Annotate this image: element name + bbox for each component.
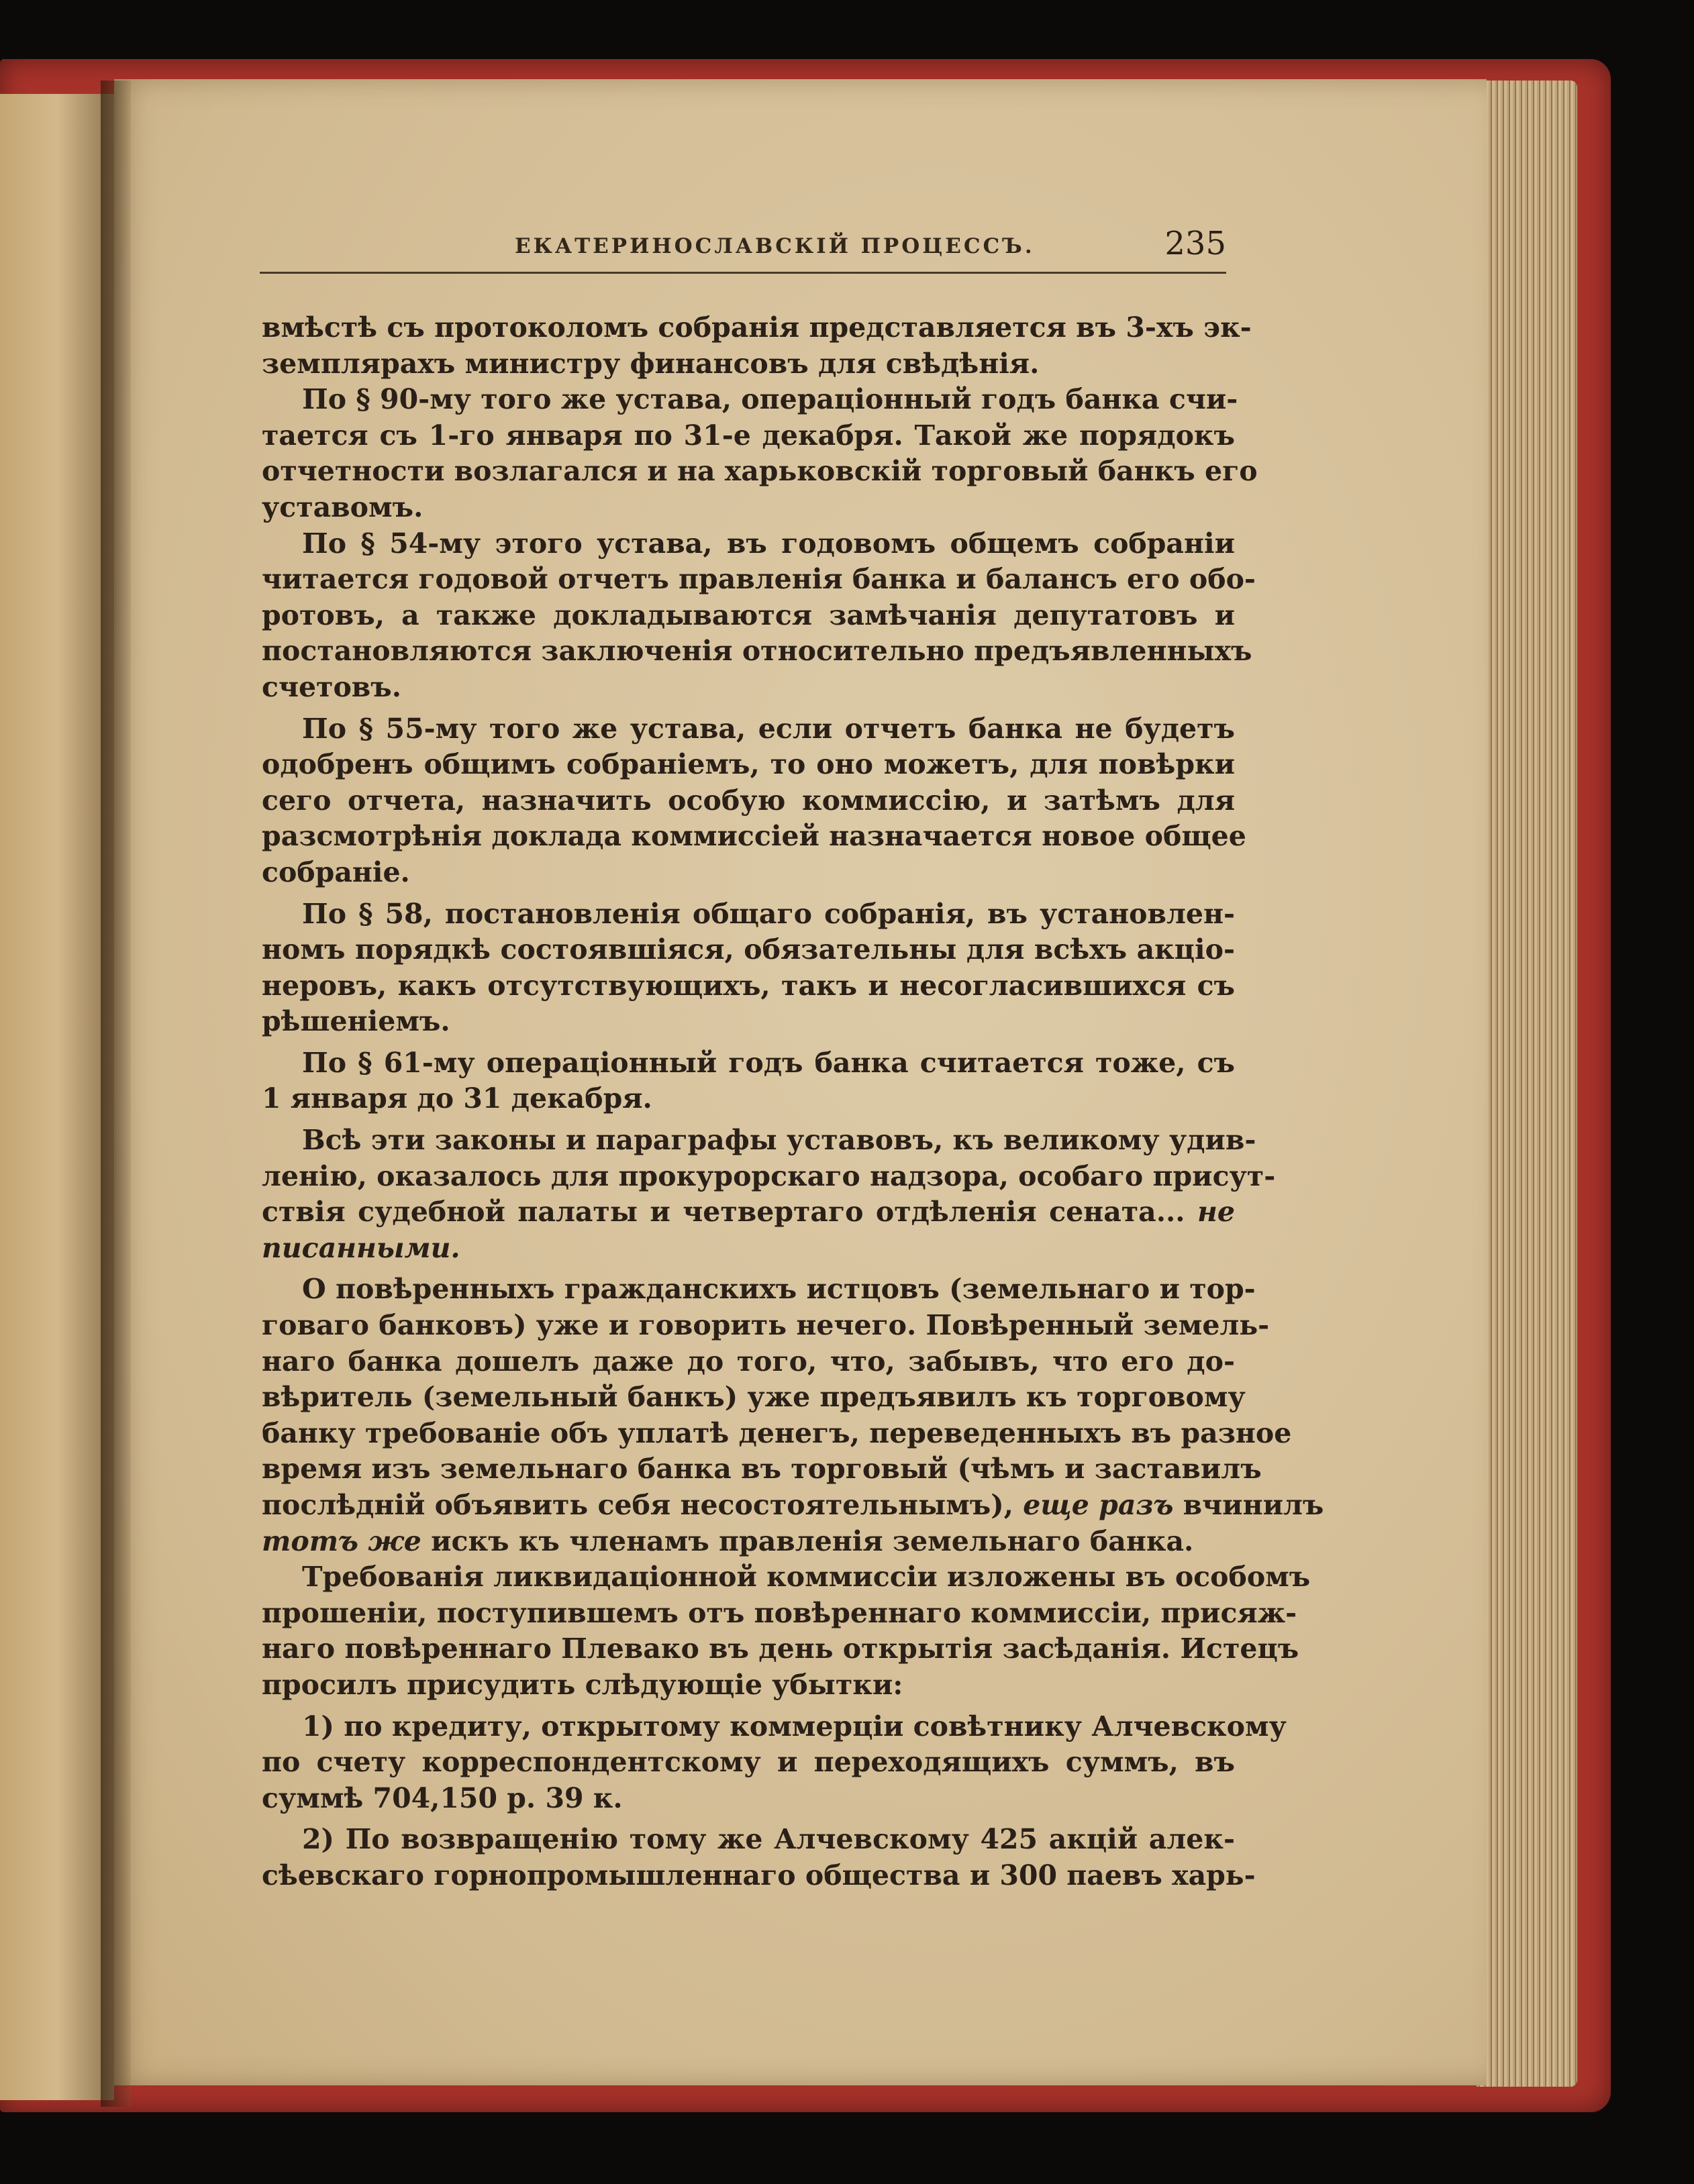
text-line: наго банка дошелъ даже до того, что, забывъ, что его до- (262, 1345, 1235, 1377)
text-line: банку требованіе объ уплатѣ денегъ, переведенныхъ въ разное (262, 1416, 1292, 1449)
text-line: собраніе. (262, 855, 410, 888)
text-line: ротовъ, а также докладываются замѣчанія депутатовъ и (262, 599, 1235, 631)
text-line: просилъ присудить слѣдующіе убытки: (262, 1668, 903, 1701)
text-line: Требованія ликвидаціонной коммиссіи изложены въ особомъ (302, 1561, 1311, 1594)
page-stack-edges (1477, 81, 1577, 2087)
text-line: неровъ, какъ отсутствующихъ, такъ и несогласившихся съ (262, 969, 1235, 1002)
text-line: вѣритель (земельный банкъ) уже предъявилъ къ торговому (262, 1381, 1246, 1414)
text-line: счетовъ. (262, 670, 402, 703)
page-header (260, 225, 1226, 274)
text-line: постановляются заключенія относительно предъявленныхъ (262, 635, 1252, 668)
text-segment: ствія судебной палаты и четвертаго отдѣленія сената... (262, 1196, 1185, 1229)
text-line: О повѣренныхъ гражданскихъ истцовъ (земельнаго и тор- (302, 1273, 1256, 1306)
text-line: читается годовой отчетъ правленія банка и балансъ его обо- (262, 563, 1256, 596)
text-line: писанными. (262, 1231, 460, 1264)
text-line: уставомъ. (262, 490, 424, 523)
text-line: сего отчета, назначить особую коммиссію, и затѣмъ для (262, 784, 1235, 817)
text-line: одобренъ общимъ собраніемъ, то оно можетъ, для повѣрки (262, 748, 1235, 781)
text-line: отчетности возлагался и на харьковскій торговый банкъ его (262, 455, 1258, 488)
text-line: По § 54-му этого устава, въ годовомъ общемъ собраніи (302, 527, 1235, 560)
text-line: прошеніи, поступившемъ отъ повѣреннаго коммиссіи, присяж- (262, 1596, 1297, 1629)
text-line: 1 января до 31 декабря. (262, 1082, 652, 1115)
text-line (262, 1488, 1324, 1524)
text-line: Всѣ эти законы и параграфы уставовъ, къ великому удив- (302, 1124, 1256, 1157)
text-line (262, 1194, 1235, 1231)
text-line: 1) по кредиту, открытому коммерціи совѣтнику Алчевскому (302, 1710, 1287, 1743)
text-line: наго повѣреннаго Плевако въ день открытія засѣданія. Истецъ (262, 1632, 1299, 1665)
running-title: ЕКАТЕРИНОСЛАВСКІЙ ПРОЦЕССЪ. (515, 234, 1035, 258)
text-line: По § 55-му того же устава, если отчетъ банка не будетъ (302, 712, 1235, 745)
text-line: тается съ 1-го января по 31-е декабря. Такой же порядокъ (262, 419, 1235, 452)
text-line: По § 58, постановленія общаго собранія, въ установлен- (302, 897, 1235, 930)
text-line: По § 61-му операціонный годъ банка считается тоже, съ (302, 1046, 1235, 1079)
text-line: ленію, оказалось для прокурорскаго надзора, особаго присут- (262, 1159, 1276, 1192)
text-line: рѣшеніемъ. (262, 1005, 450, 1038)
text-line: 2) По возвращенію тому же Алчевскому 425 акцій алек- (302, 1823, 1235, 1856)
text-line: сѣевскаго горнопромышленнаго общества и 300 паевъ харь- (262, 1859, 1256, 1891)
text-line: говаго банковъ) уже и говорить нечего. Повѣренный земель- (262, 1309, 1270, 1342)
page-number: 235 (1164, 225, 1226, 262)
text-segment: вчинилъ (1183, 1489, 1324, 1521)
text-line: время изъ земельнаго банка въ торговый (чѣмъ и заставилъ (262, 1453, 1262, 1486)
text-line (262, 1524, 1235, 1560)
italic-segment: еще разъ (1023, 1489, 1174, 1521)
text-segment: послѣдній объявить себя несостоятельнымъ), (262, 1489, 1013, 1521)
text-line: суммѣ 704,150 р. 39 к. (262, 1781, 623, 1814)
text-segment: искъ къ членамъ правленія земельнаго банка. (431, 1524, 1194, 1557)
italic-segment: не (1197, 1196, 1236, 1229)
body-text (262, 310, 1324, 1894)
left-page-edge (0, 94, 114, 2100)
text-line: земплярахъ министру финансовъ для свѣдѣнія. (262, 347, 1040, 380)
text-line: По § 90-му того же устава, операціонный годъ банка счи- (302, 383, 1238, 416)
text-line: вмѣстѣ съ протоколомъ собранія представляется въ 3-хъ эк- (262, 311, 1252, 344)
text-line: по счету корреспондентскому и переходящихъ суммъ, въ (262, 1746, 1235, 1779)
text-line: номъ порядкѣ состоявшіяся, обязательны для всѣхъ акціо- (262, 933, 1235, 966)
text-line: разсмотрѣнія доклада коммиссіей назначается новое общее (262, 820, 1246, 853)
book-gutter (101, 81, 131, 2107)
italic-segment: тотъ же (262, 1524, 421, 1557)
